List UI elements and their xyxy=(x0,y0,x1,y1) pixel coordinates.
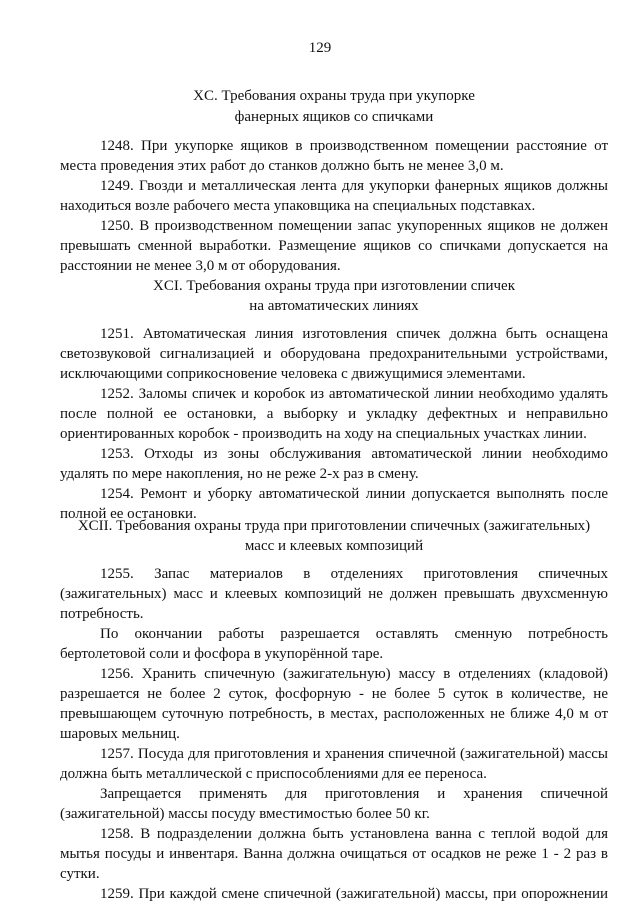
paragraph-1250-line-1: 1250. В производственном помещении запас укупоренных ящиков не должен xyxy=(100,218,608,234)
paragraph-1249-line-2: находиться возле рабочего места упаковщика на специальных подставках. xyxy=(60,198,536,214)
paragraph-1256-line-3: превышающем суточную потребность, в местах, расположенных не ближе 4,0 м от xyxy=(60,706,608,722)
page-number: 129 xyxy=(308,40,332,56)
section-heading-xcii-line-2: масс и клеевых композиций xyxy=(244,538,424,554)
paragraph-1250-line-2: превышать сменной выработки. Размещение ящиков со спичками допускается на xyxy=(60,238,608,254)
paragraph-1251-line-2: светозвуковой сигнализацией и оборудована предохранительными устройствами, xyxy=(60,346,608,362)
paragraph-1255-line-2: (зажигательных) масс и клеевых композиций не должен превышать двухсменную xyxy=(60,586,608,602)
paragraph-leftover-line-2: бертолетовой соли и фосфора в укупорённой таре. xyxy=(60,646,384,662)
paragraph-leftover-line-1: По окончании работы разрешается оставлять сменную потребность xyxy=(100,626,608,642)
section-heading-xci-line-2: на автоматических линиях xyxy=(249,298,419,314)
paragraph-1257-line-1: 1257. Посуда для приготовления и хранения спичечной (зажигательной) массы xyxy=(100,746,608,762)
paragraph-1259-line-1: 1259. При каждой смене спичечной (зажигательной) массы, при опорожнении xyxy=(100,886,608,902)
paragraph-1250-line-3: расстоянии не менее 3,0 м от оборудования. xyxy=(60,258,341,274)
paragraph-1255-line-1: 1255. Запас материалов в отделениях приготовления спичечных xyxy=(100,566,608,582)
paragraph-1258-line-2: мытья посуды и инвентаря. Ванна должна очищаться от осадков не реже 1 - 2 раз в xyxy=(60,846,608,862)
section-heading-xc-line-1: XC. Требования охраны труда при укупорке xyxy=(193,88,475,104)
paragraph-1256-line-4: шаровых мельниц. xyxy=(60,726,180,742)
paragraph-1252-line-3: ориентированных коробок - производить на ходу на специальных участках линии. xyxy=(60,426,587,442)
paragraph-prohibition-line-1: Запрещается применять для приготовления и хранения спичечной xyxy=(100,786,608,802)
paragraph-1254-line-2: полной ее остановки. xyxy=(60,506,197,522)
paragraph-1258-line-3: сутки. xyxy=(60,866,100,882)
section-heading-xc-line-2: фанерных ящиков со спичками xyxy=(234,109,434,125)
paragraph-prohibition-line-2: (зажигательной) массы посуду вместимостью более 50 кг. xyxy=(60,806,430,822)
section-heading-xcii-line-1: XCII. Требования охраны труда при приготовлении спичечных (зажигательных) xyxy=(77,518,591,534)
paragraph-1252-line-1: 1252. Заломы спичек и коробок из автоматической линии необходимо удалять xyxy=(100,386,608,402)
paragraph-1258-line-1: 1258. В подразделении должна быть установлена ванна с теплой водой для xyxy=(100,826,608,842)
paragraph-1248-line-2: места проведения этих работ до станков должно быть не менее 3,0 м. xyxy=(60,158,504,174)
paragraph-1256-line-1: 1256. Хранить спичечную (зажигательную) массу в отделениях (кладовой) xyxy=(100,666,608,682)
paragraph-1253-line-2: удалять по мере накопления, но не реже 2-х раз в смену. xyxy=(60,466,419,482)
paragraph-1251-line-1: 1251. Автоматическая линия изготовления спичек должна быть оснащена xyxy=(100,326,608,342)
paragraph-1256-line-2: разрешается не более 2 суток, фосфорную - не более 5 суток в количестве, не xyxy=(60,686,608,702)
paragraph-1257-line-2: должна быть металлической с приспособлениями для ее переноса. xyxy=(60,766,487,782)
paragraph-1251-line-3: исключающими соприкосновение человека с движущимися элементами. xyxy=(60,366,526,382)
paragraph-1249-line-1: 1249. Гвозди и металлическая лента для укупорки фанерных ящиков должны xyxy=(100,178,608,194)
paragraph-1248-line-1: 1248. При укупорке ящиков в производственном помещении расстояние от xyxy=(100,138,608,154)
paragraph-1252-line-2: после полной ее остановки, а выборку и укладку дефектных и неправильно xyxy=(60,406,608,422)
section-heading-xci-line-1: XCI. Требования охраны труда при изготовлении спичек xyxy=(153,278,515,294)
paragraph-1253-line-1: 1253. Отходы из зоны обслуживания автоматической линии необходимо xyxy=(100,446,608,462)
paragraph-1254-line-1: 1254. Ремонт и уборку автоматической линии допускается выполнять после xyxy=(100,486,608,502)
paragraph-1255-line-3: потребность. xyxy=(60,606,144,622)
